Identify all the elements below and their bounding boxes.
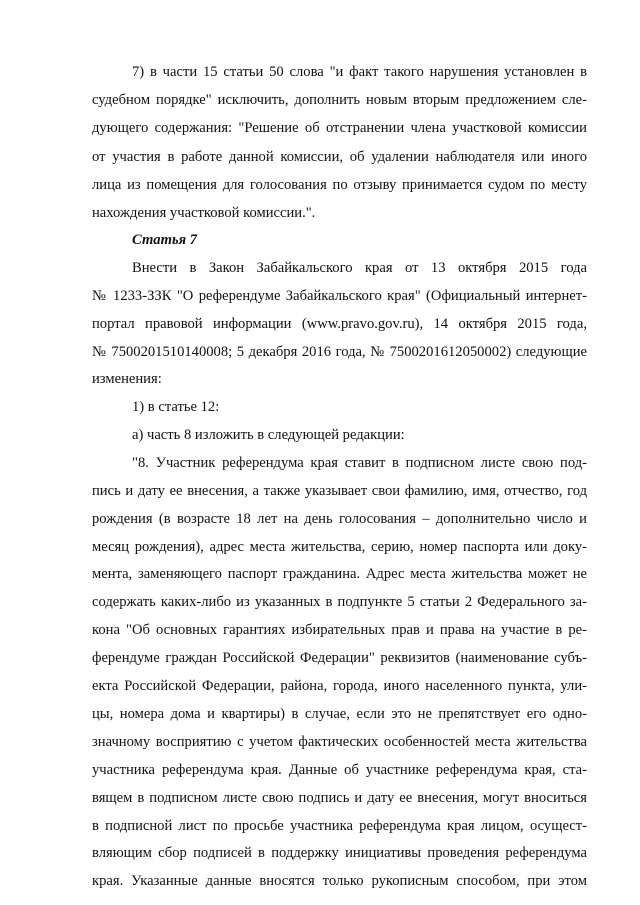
- text-line: цы, номера дома и квартиры) в случае, если это не препятствует его одно-: [92, 706, 587, 722]
- text-line: содержать каких-либо из указанных в подпункте 5 статьи 2 Федерального за-: [92, 594, 587, 610]
- section-heading: Статья 7: [132, 232, 198, 248]
- text-line: "8. Участник референдума края ставит в подписном листе свою под-: [132, 455, 587, 471]
- text-line: 7) в части 15 статьи 50 слова "и факт такого нарушения установлен в: [132, 64, 587, 80]
- text-line: рождения (в возрасте 18 лет на день голосования – дополнительно число и: [92, 511, 587, 527]
- text-line: лица из помещения для голосования по отзыву принимается судом по месту: [92, 177, 587, 193]
- text-line: № 7500201510140008; 5 декабря 2016 года, № 7500201612050002) следующие: [92, 344, 587, 360]
- text-line: от участия в работе данной комиссии, об удалении наблюдателя или иного: [92, 149, 587, 165]
- text-line: в подписной лист по просьбе участника референдума края лицом, осущест-: [92, 818, 587, 834]
- text-line: изменения:: [92, 371, 162, 387]
- text-line: участника референдума края. Данные об участнике референдума края, ста-: [92, 762, 587, 778]
- text-line: 1) в статье 12:: [132, 399, 220, 415]
- text-line: судебном порядке" исключить, дополнить новым вторым предложением сле-: [92, 92, 587, 108]
- text-line: портал правовой информации (www.pravo.gov.ru), 14 октября 2015 года,: [92, 316, 587, 332]
- text-line: вляющим сбор подписей в поддержку инициативы проведения референдума: [92, 845, 587, 861]
- text-line: дующего содержания: "Решение об отстранении члена участковой комиссии: [92, 120, 587, 136]
- text-line: края. Указанные данные вносятся только рукописным способом, при этом: [92, 873, 587, 889]
- text-line: Внести в Закон Забайкальского края от 13 октября 2015 года: [132, 260, 587, 276]
- text-line: екта Российской Федерации, района, города, иного населенного пункта, ули-: [92, 678, 587, 694]
- text-line: нахождения участковой комиссии.".: [92, 205, 316, 221]
- text-line: № 1233-ЗЗК "О референдуме Забайкальского края" (Официальный интернет-: [92, 288, 587, 304]
- text-line: значному восприятию с учетом фактических особенностей места жительства: [92, 734, 587, 750]
- text-line: а) часть 8 изложить в следующей редакции:: [132, 427, 405, 443]
- text-line: кона "Об основных гарантиях избирательных прав и права на участие в ре-: [92, 622, 587, 638]
- text-line: ферендуме граждан Российской Федерации" реквизитов (наименование субъ-: [92, 650, 587, 666]
- text-line: вящем в подписном листе свою подпись и дату ее внесения, могут вноситься: [92, 790, 587, 806]
- text-line: мента, заменяющего паспорт гражданина. Адрес места жительства может не: [92, 566, 587, 582]
- text-line: месяц рождения), адрес места жительства, серию, номер паспорта или доку-: [92, 539, 587, 555]
- text-line: пись и дату ее внесения, а также указывает свои фамилию, имя, отчество, год: [92, 483, 587, 499]
